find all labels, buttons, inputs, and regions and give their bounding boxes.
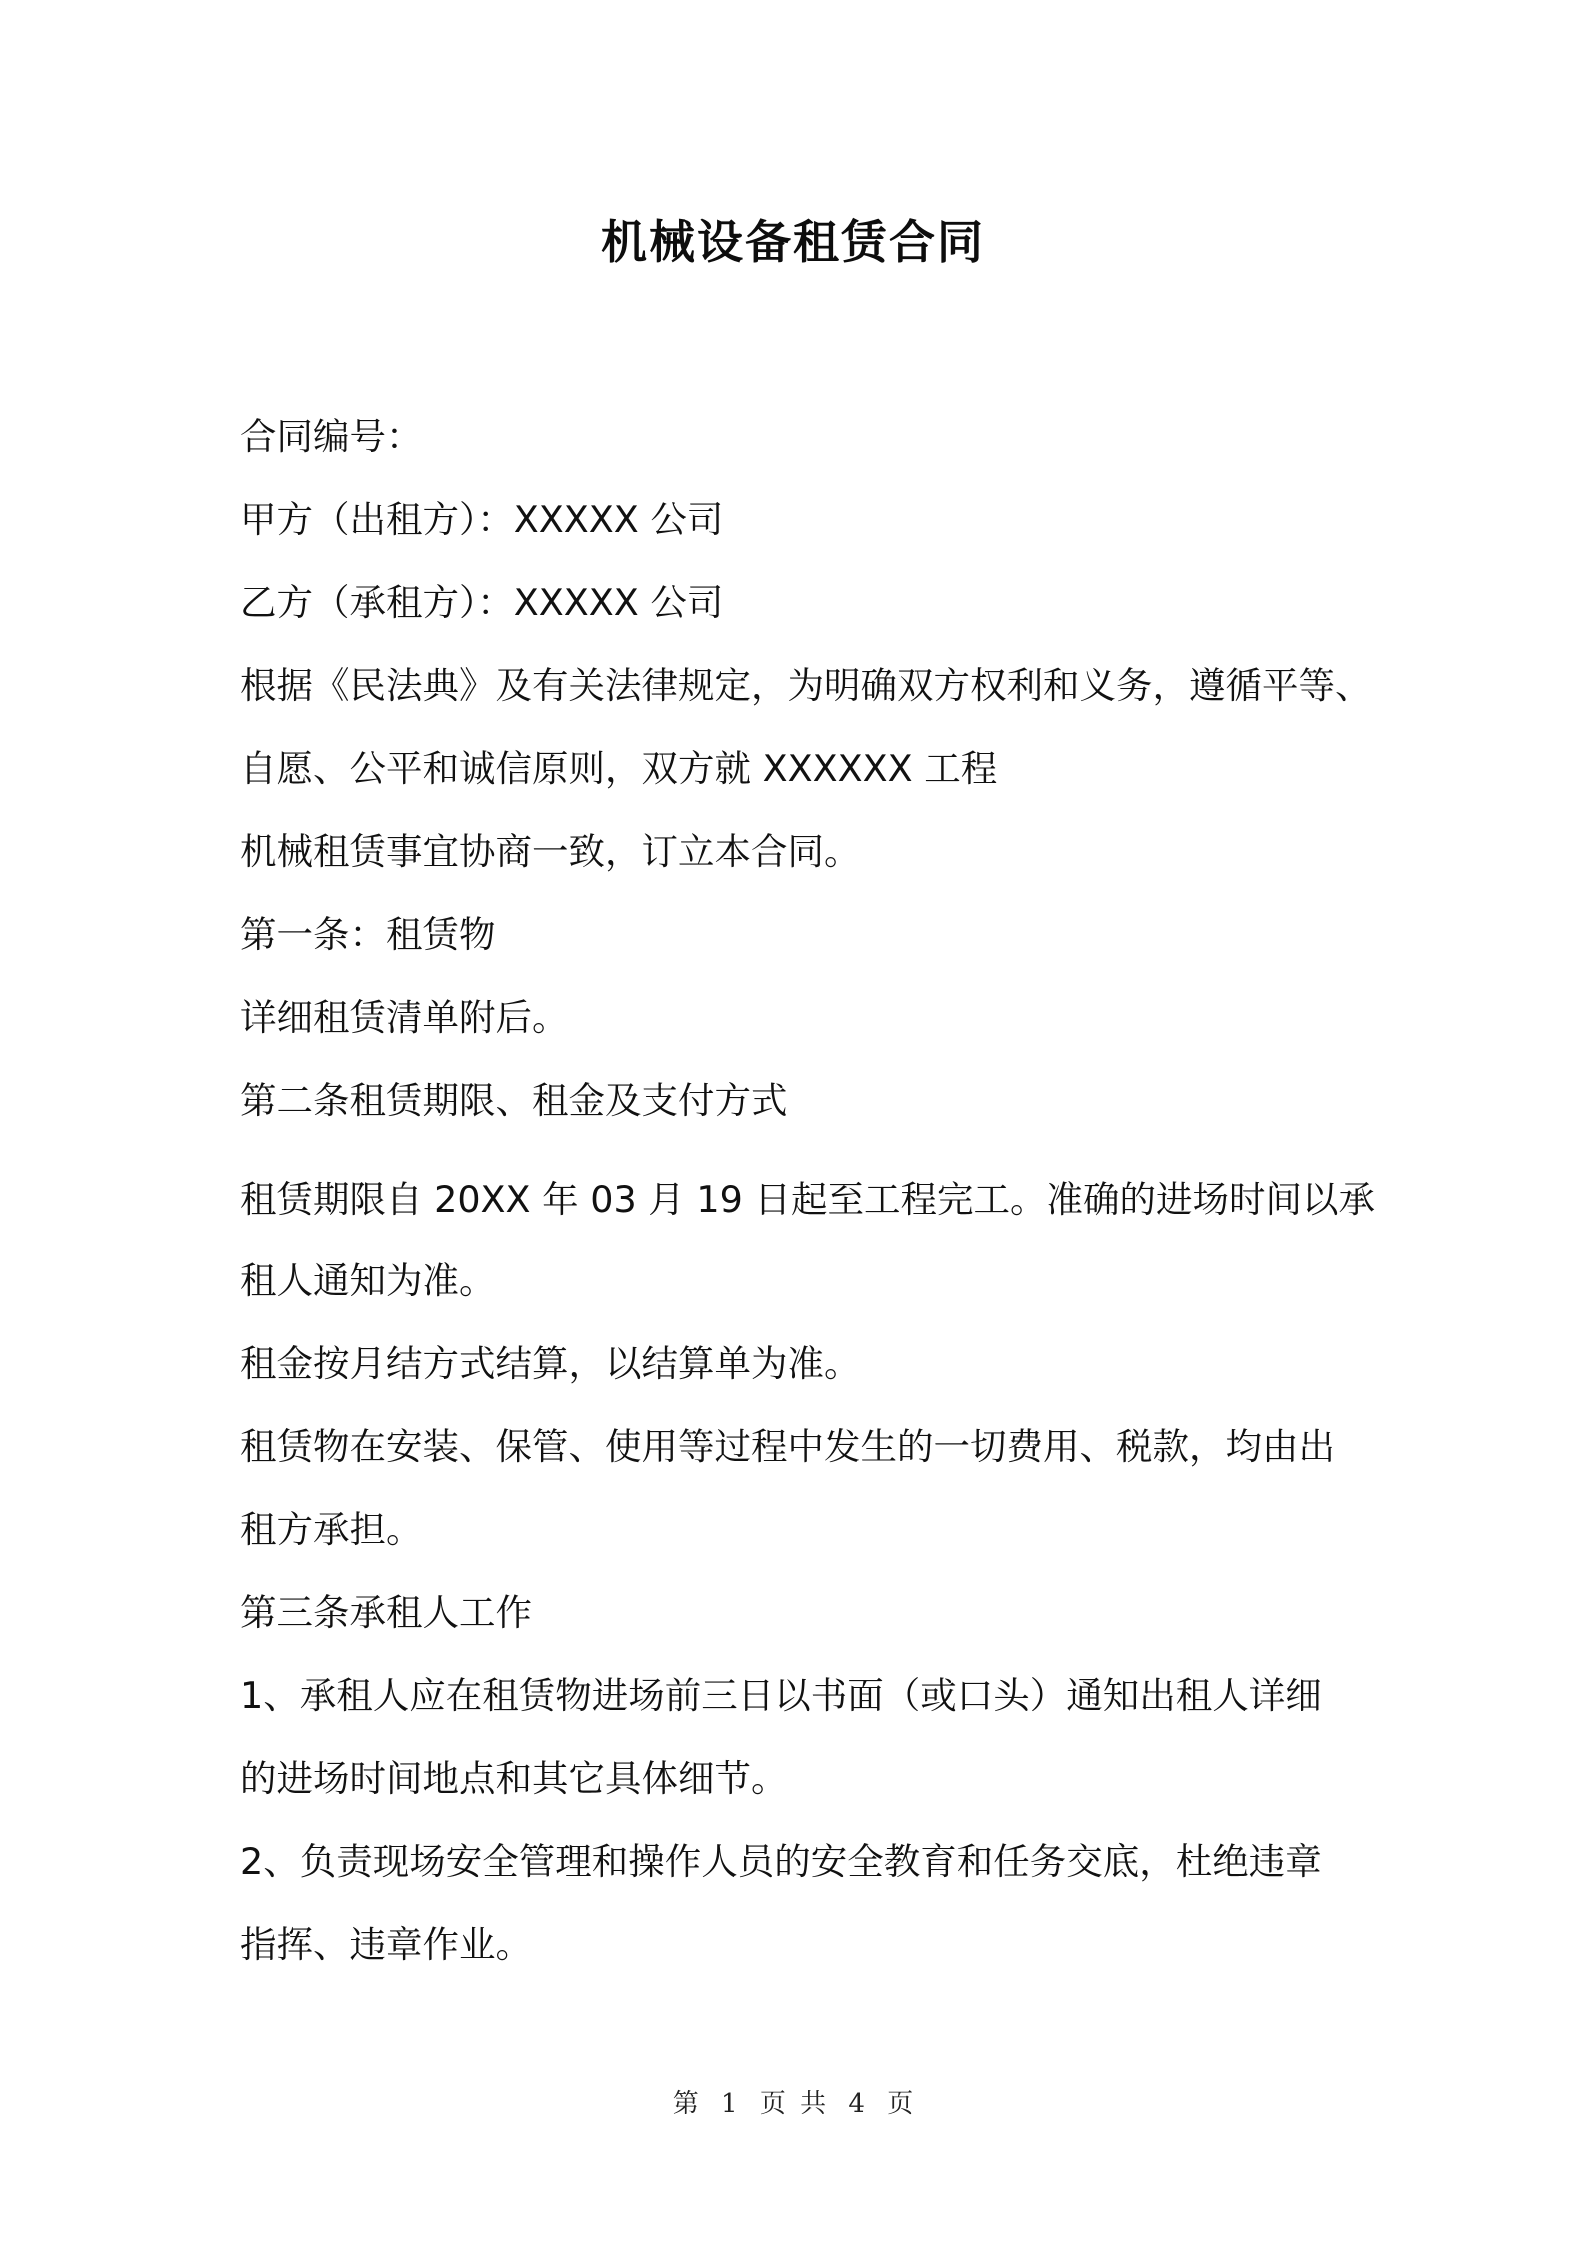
footer-page-prefix: 第 (672, 2089, 699, 2119)
article-3-item-2-line-1: 2、负责现场安全管理和操作人员的安全教育和任务交底，杜绝违章 (240, 1840, 1322, 1883)
article-1-text: 详细租赁清单附后。 (240, 996, 569, 1039)
article-2-term-line-2: 租人通知为准。 (240, 1259, 496, 1302)
article-2-heading: 第二条租赁期限、租金及支付方式 (240, 1079, 788, 1122)
party-b-line: 乙方（承租方）：XXXXX 公司 (240, 581, 724, 624)
party-a-line: 甲方（出租方）：XXXXX 公司 (240, 498, 724, 541)
footer-page-suffix: 页 (887, 2089, 914, 2119)
article-3-item-2-line-2: 指挥、违章作业。 (240, 1923, 532, 1966)
article-2-costs-line-1: 租赁物在安装、保管、使用等过程中发生的一切费用、税款，均由出 (240, 1425, 1335, 1468)
article-2-costs-line-2: 租方承担。 (240, 1508, 423, 1551)
page-footer (0, 2086, 1586, 2122)
article-3-item-1-line-1: 1、承租人应在租赁物进场前三日以书面（或口头）通知出租人详细 (240, 1674, 1322, 1717)
footer-total-pages: 4 (848, 2089, 865, 2119)
preamble-line-1: 根据《民法典》及有关法律规定，为明确双方权利和义务，遵循平等、 (240, 664, 1372, 707)
preamble-line-3: 机械租赁事宜协商一致，订立本合同。 (240, 830, 861, 873)
article-3-item-1-line-2: 的进场时间地点和其它具体细节。 (240, 1757, 788, 1800)
article-2-rent-line: 租金按月结方式结算，以结算单为准。 (240, 1342, 861, 1385)
footer-current-page: 1 (721, 2089, 738, 2119)
footer-page-mid: 页 共 (759, 2089, 827, 2119)
preamble-line-2: 自愿、公平和诚信原则，双方就 XXXXXX 工程 (240, 747, 998, 790)
contract-number-line: 合同编号： (240, 415, 423, 458)
article-1-heading: 第一条：租赁物 (240, 913, 496, 956)
article-3-heading: 第三条承租人工作 (240, 1591, 532, 1634)
document-title: 机械设备租赁合同 (601, 215, 985, 269)
article-2-term-line-1: 租赁期限自 20XX 年 03 月 19 日起至工程完工。准确的进场时间以承 (240, 1178, 1375, 1221)
